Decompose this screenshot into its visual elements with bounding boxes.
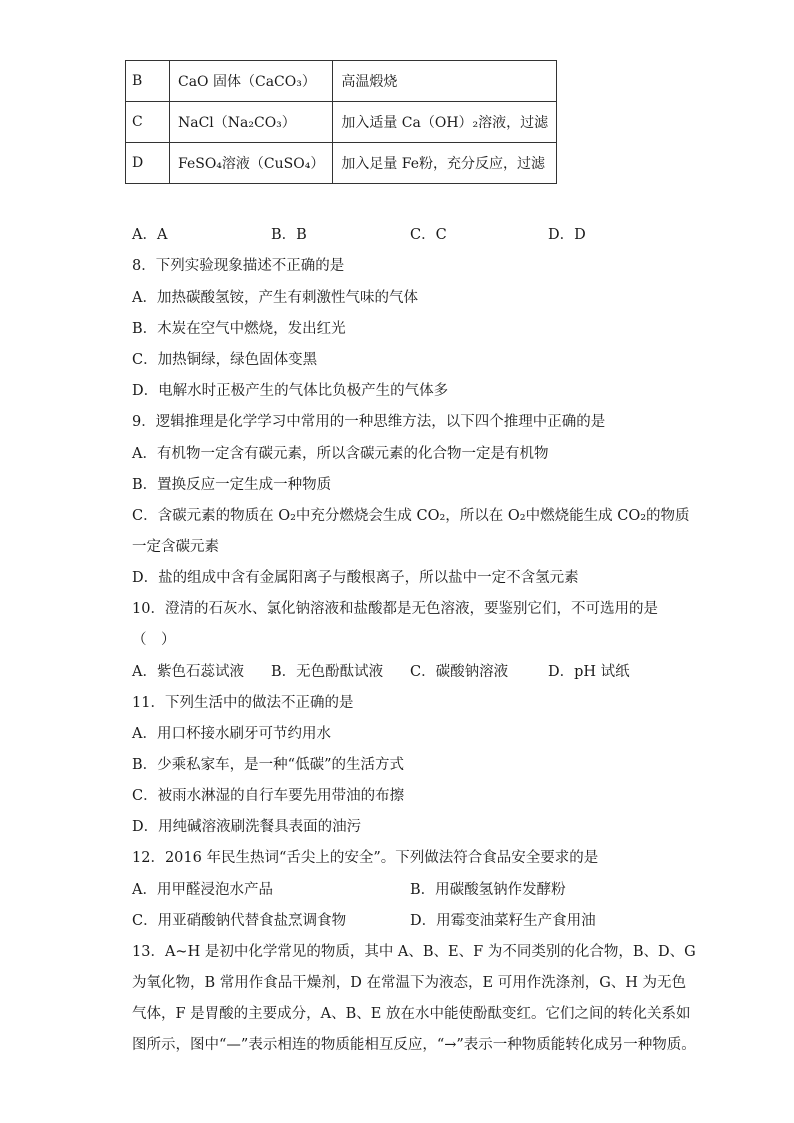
method-cell: 加入足量 Fe粉，充分反应，过滤: [333, 143, 557, 184]
q9-stem: 9．逻辑推理是化学学习中常用的一种思维方法，以下四个推理中正确的是: [132, 414, 606, 430]
q10-blank: （ ）: [132, 632, 176, 648]
q9-option-a: A．有机物一定含有碳元素，所以含碳元素的化合物一定是有机物: [132, 446, 549, 462]
table-row: [126, 61, 557, 102]
q8-stem: 8．下列实验现象描述不正确的是: [132, 258, 345, 274]
q11-option-c: C．被雨水淋湿的自行车要先用带油的布擦: [132, 788, 405, 804]
q8-option-c: C．加热铜绿，绿色固体变黑: [132, 352, 318, 368]
q11-stem: 11．下列生活中的做法不正确的是: [132, 695, 354, 711]
q10-option-d: D．pH 试纸: [548, 664, 630, 680]
q8-option-b: B．木炭在空气中燃烧，发出红光: [132, 321, 346, 337]
table-row: [126, 102, 557, 143]
q7-option-b: B．B: [271, 227, 307, 243]
q10-option-b: B．无色酚酞试液: [271, 664, 384, 680]
q13-line-1: 13．A~H 是初中化学常见的物质，其中 A、B、E、F 为不同类别的化合物，B、D、G: [132, 944, 696, 960]
row-label: D: [126, 143, 170, 184]
q13-line-4: 图所示，图中“—”表示相连的物质能相互反应，“→”表示一种物质能转化成另一种物质。: [132, 1037, 696, 1053]
q13-line-3: 气体，F 是胃酸的主要成分，A、B、E 放在水中能使酚酞变红。它们之间的转化关系如: [132, 1006, 691, 1022]
row-label: C: [126, 102, 170, 143]
q10-option-c: C．碳酸钠溶液: [410, 664, 509, 680]
q9-option-c: C．含碳元素的物质在 O₂中充分燃烧会生成 CO₂，所以在 O₂中燃烧能生成 CO₂的物质: [132, 508, 690, 524]
q10-stem: 10．澄清的石灰水、氯化钠溶液和盐酸都是无色溶液，要鉴别它们，不可选用的是: [132, 601, 658, 617]
q11-option-b: B．少乘私家车，是一种“低碳”的生活方式: [132, 757, 404, 773]
q7-option-d: D．D: [548, 227, 586, 243]
q11-option-a: A．用口杯接水刷牙可节约用水: [132, 726, 331, 742]
q7-option-a: A．A: [132, 227, 168, 243]
q8-option-a: A．加热碳酸氢铵，产生有刺激性气味的气体: [132, 290, 418, 306]
q9-option-d: D．盐的组成中含有金属阳离子与酸根离子，所以盐中一定不含氢元素: [132, 570, 579, 586]
table-row: [126, 143, 557, 184]
q12-option-a: A．用甲醛浸泡水产品: [132, 882, 273, 898]
q8-option-d: D．电解水时正极产生的气体比负极产生的气体多: [132, 383, 449, 399]
q12-stem: 12．2016 年民生热词“舌尖上的安全”。下列做法符合食品安全要求的是: [132, 850, 599, 866]
method-cell: 加入适量 Ca（OH）₂溶液，过滤: [333, 102, 557, 143]
q12-option-c: C．用亚硝酸钠代替食盐烹调食物: [132, 913, 347, 929]
substance-cell: NaCl（Na₂CO₃）: [170, 102, 333, 143]
q12-option-b: B．用碳酸氢钠作发酵粉: [410, 882, 566, 898]
row-label: B: [126, 61, 170, 102]
q13-line-2: 为氧化物，B 常用作食品干燥剂，D 在常温下为液态，E 可用作洗涤剂，G、H 为无色: [132, 975, 687, 991]
substance-cell: FeSO₄溶液（CuSO₄）: [170, 143, 333, 184]
q9-option-b: B．置换反应一定生成一种物质: [132, 477, 332, 493]
options-table: [125, 60, 557, 184]
q12-option-d: D．用霉变油菜籽生产食用油: [410, 913, 596, 929]
substance-cell: CaO 固体（CaCO₃）: [170, 61, 333, 102]
q7-option-c: C．C: [410, 227, 447, 243]
q9-option-c-cont: 一定含碳元素: [132, 539, 219, 555]
method-cell: 高温煅烧: [333, 61, 557, 102]
q10-option-a: A．紫色石蕊试液: [132, 664, 244, 680]
q11-option-d: D．用纯碱溶液刷洗餐具表面的油污: [132, 819, 362, 835]
